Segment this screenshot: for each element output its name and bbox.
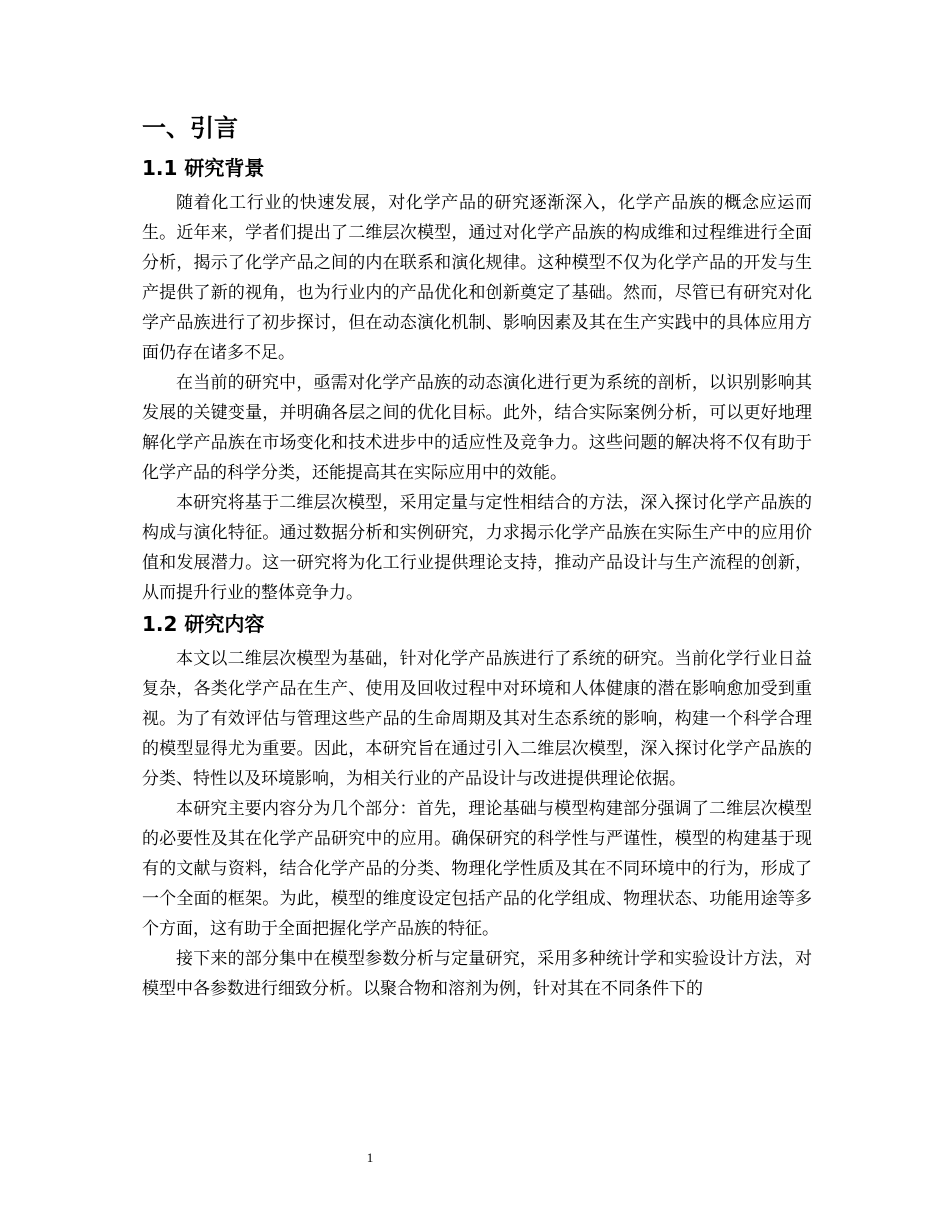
paragraph: 随着化工行业的快速发展，对化学产品的研究逐渐深入，化学产品族的概念应运而生。近年来，学者们提出了二维层次模型，通过对化学产品族的构成维和过程维进行全面分析，揭示了化学产品之间的内在联系和演化规律。这种模型不仅为化学产品的开发与生产提供了新的视角，也为行业内的产品优化和创新奠定了基础。然而，尽管已有研究对化学产品族进行了初步探讨，但在动态演化机制、影响因素及其在生产实践中的具体应用方面仍存在诸多不足。	[142, 193, 812, 363]
section-heading-background: 1.1 研究背景	[142, 156, 265, 180]
section-heading-content: 1.2 研究内容	[142, 612, 265, 636]
paragraph: 本研究主要内容分为几个部分：首先，理论基础与模型构建部分强调了二维层次模型的必要性及其在化学产品研究中的应用。确保研究的科学性与严谨性，模型的构建基于现有的文献与资料，结合化学产品的分类、物理化学性质及其在不同环境中的行为，形成了一个全面的框架。为此，模型的维度设定包括产品的化学组成、物理状态、功能用途等多个方面，这有助于全面把握化学产品族的特征。	[142, 799, 812, 939]
paragraph: 在当前的研究中，亟需对化学产品族的动态演化进行更为系统的剖析，以识别影响其发展的关键变量，并明确各层之间的优化目标。此外，结合实际案例分析，可以更好地理解化学产品族在市场变化和技术进步中的适应性及竞争力。这些问题的解决将不仅有助于化学产品的科学分类，还能提高其在实际应用中的效能。	[142, 373, 812, 483]
chapter-heading: 一、引言	[142, 114, 238, 142]
page-content	[142, 110, 812, 1004]
page-number: 1	[366, 1150, 374, 1165]
paragraph: 本文以二维层次模型为基础，针对化学产品族进行了系统的研究。当前化学行业日益复杂，各类化学产品在生产、使用及回收过程中对环境和人体健康的潜在影响愈加受到重视。为了有效评估与管理这些产品的生命周期及其对生态系统的影响，构建一个科学合理的模型显得尤为重要。因此，本研究旨在通过引入二维层次模型，深入探讨化学产品族的分类、特性以及环境影响，为相关行业的产品设计与改进提供理论依据。	[142, 649, 812, 789]
paragraph: 本研究将基于二维层次模型，采用定量与定性相结合的方法，深入探讨化学产品族的构成与演化特征。通过数据分析和实例研究，力求揭示化学产品族在实际生产中的应用价值和发展潜力。这一研究将为化工行业提供理论支持，推动产品设计与生产流程的创新，从而提升行业的整体竞争力。	[142, 493, 812, 603]
paragraph: 接下来的部分集中在模型参数分析与定量研究，采用多种统计学和实验设计方法，对模型中各参数进行细致分析。以聚合物和溶剂为例，针对其在不同条件下的	[142, 949, 812, 999]
